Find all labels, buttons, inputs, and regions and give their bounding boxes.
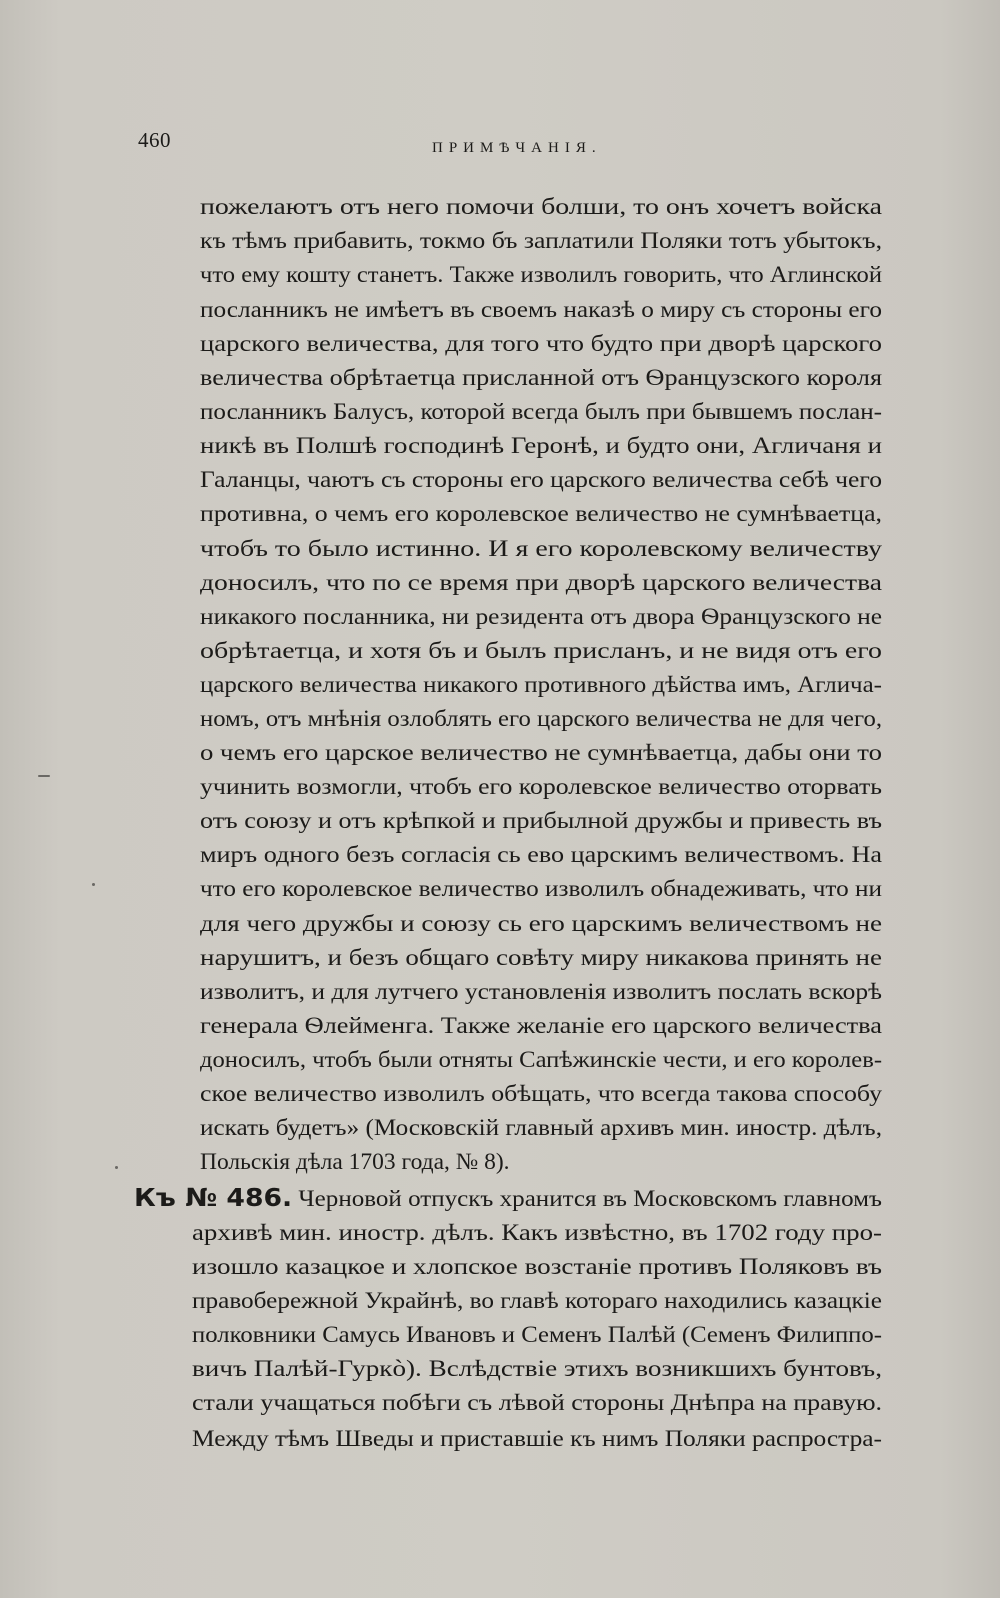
body-line: чтобъ то было истинно. И я его королевскому величеству	[200, 536, 882, 562]
note-line: стали учащаться побѣги съ лѣвой стороны Днѣпра на правую.	[192, 1390, 882, 1416]
body-line: ское величество изволилъ обѣщать, что всегда такова способу	[200, 1081, 882, 1107]
body-line: къ тѣмъ прибавить, токмо бъ заплатили Поляки тотъ убытокъ,	[200, 228, 882, 254]
body-line: что его королевское величество изволилъ обнадеживать, что ни	[200, 876, 882, 902]
note-first-line: Черновой отпускъ хранится въ Московскомъ главномъ	[298, 1186, 883, 1212]
note-reference-mark: Къ № 486.	[134, 1183, 293, 1212]
body-line: учинить возмогли, чтобъ его королевское величество оторвать	[200, 774, 882, 800]
note-line: изошло казацкое и хлопское возстаніе противъ Поляковъ въ	[192, 1254, 882, 1280]
body-line: отъ союзу и отъ крѣпкой и прибылной дружбы и привесть въ	[200, 808, 882, 834]
note-line: вичъ Палѣй-Гуркò). Вслѣдствіе этихъ возникшихъ бунтовъ,	[192, 1356, 882, 1382]
note-line: полковники Самусь Ивановъ и Семенъ Палѣй (Семенъ Филиппо-	[192, 1322, 882, 1348]
body-line: Галанцы, чаютъ съ стороны его царского величества себѣ чего	[200, 467, 882, 493]
body-line: для чего дружбы и союзу сь его царскимъ величествомъ не	[200, 911, 882, 937]
body-line: Польскія дѣла 1703 года, № 8).	[200, 1149, 510, 1175]
body-line: нарушитъ, и безъ общаго совѣту миру никакова принять не	[200, 945, 882, 971]
body-line: никакого посланника, ни резидента отъ двора Ѳранцузского не	[200, 604, 883, 630]
body-line: изволитъ, и для лутчего установленія изволитъ послать вскорѣ	[200, 979, 882, 1005]
body-line: что ему кошту станетъ. Также изволилъ говорить, что Аглинской	[200, 262, 882, 288]
body-line: обрѣтаетца, и хотя бъ и былъ присланъ, и не видя отъ его	[200, 638, 882, 664]
body-line: о чемъ его царское величество не сумнѣваетца, дабы они то	[200, 740, 882, 766]
body-line: посланникъ Балусъ, которой всегда былъ при бывшемъ послан-	[200, 399, 882, 425]
body-line: искать будетъ» (Московскій главный архивъ мин. иностр. дѣлъ,	[200, 1115, 882, 1141]
note-line: архивѣ мин. иностр. дѣлъ. Какъ извѣстно, въ 1702 году про-	[192, 1220, 883, 1246]
body-line: царского величества никакого противного дѣйства имъ, Аглича-	[200, 672, 882, 698]
page-number: 460	[138, 128, 171, 152]
paper-speck	[38, 775, 50, 777]
body-line: номъ, отъ мнѣнія озлоблять его царского величества не для чего,	[200, 706, 882, 732]
body-line: посланникъ не имѣетъ въ своемъ наказѣ о миру съ стороны его	[200, 297, 882, 323]
body-line: противна, о чемъ его королевское величество не сумнѣваетца,	[200, 501, 882, 527]
note-line: Между тѣмъ Шведы и приставшіе къ нимъ Поляки распростра-	[192, 1426, 882, 1452]
note-heading-line	[134, 1183, 882, 1214]
note-line: правобережной Украйнѣ, во главѣ котораго находились казацкіе	[192, 1288, 882, 1314]
body-line: никѣ въ Полшѣ господинѣ Геронѣ, и будто они, Агличаня и	[200, 433, 882, 459]
body-line: доносилъ, чтобъ были отняты Сапѣжинскіе чести, и его королев-	[200, 1047, 882, 1073]
running-title: ПРИМѢЧАНІЯ.	[432, 140, 602, 156]
body-line: царского величества, для того что будто при дворѣ царского	[200, 331, 882, 357]
paper-speck	[115, 1166, 118, 1169]
body-line: величества обрѣтаетца присланной отъ Ѳранцузского короля	[200, 365, 882, 391]
body-line: пожелаютъ отъ него помочи болши, то онъ хочетъ войска	[200, 194, 882, 220]
body-line: генерала Ѳлейменга. Также желаніе его царского величества	[200, 1013, 883, 1039]
paper-speck	[92, 883, 95, 886]
body-line: доносилъ, что по се время при дворѣ царского величества	[200, 570, 882, 596]
body-line: миръ одного безъ согласія сь ево царскимъ величествомъ. На	[200, 842, 882, 868]
